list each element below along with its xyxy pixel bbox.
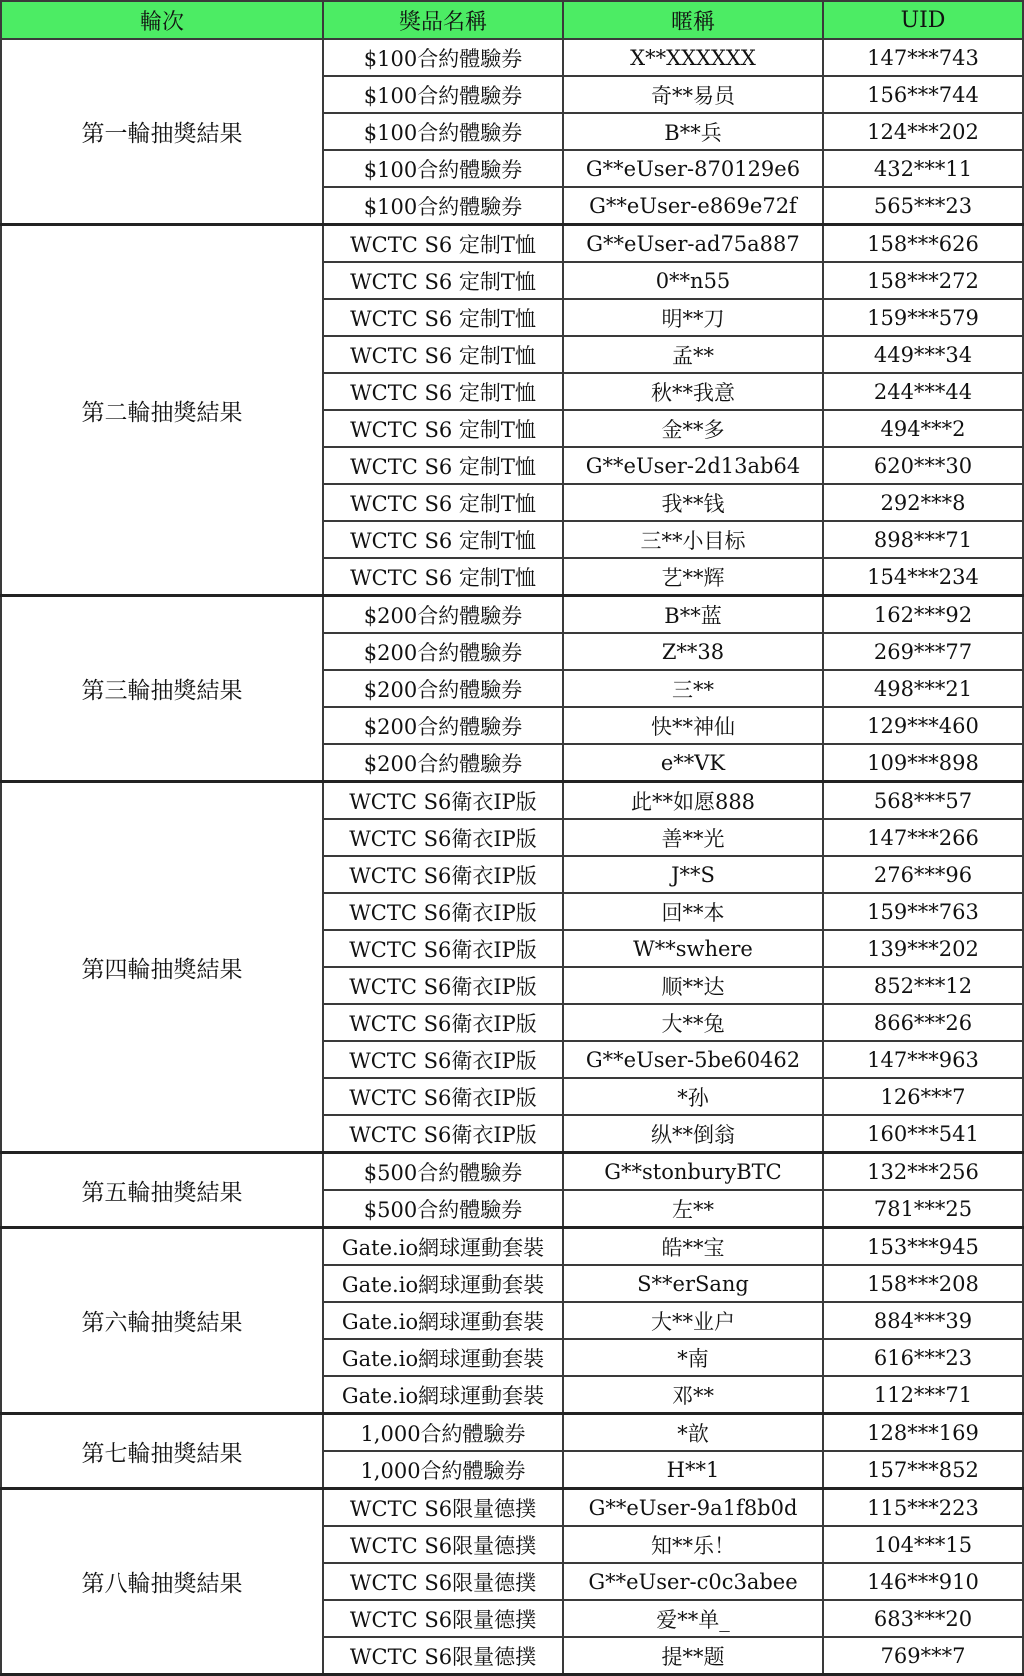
nickname-cell: 三** [563, 670, 823, 707]
round-label: 第五輪抽獎結果 [1, 1153, 323, 1228]
uid-cell: 160***541 [823, 1115, 1023, 1153]
nickname-cell: G**stonburyBTC [563, 1153, 823, 1191]
prize-cell: Gate.io網球運動套裝 [323, 1302, 563, 1339]
prize-cell: WCTC S6 定制T恤 [323, 373, 563, 410]
table-row [1, 1489, 1023, 1527]
uid-cell: 109***898 [823, 744, 1023, 782]
nickname-cell: G**eUser-5be60462 [563, 1041, 823, 1078]
prize-cell: $500合約體驗券 [323, 1190, 563, 1228]
nickname-cell: 知**乐！ [563, 1526, 823, 1563]
uid-cell: 498***21 [823, 670, 1023, 707]
prize-cell: $200合約體驗券 [323, 633, 563, 670]
prize-cell: WCTC S6限量德撲 [323, 1489, 563, 1527]
prize-cell: WCTC S6衛衣IP版 [323, 1115, 563, 1153]
nickname-cell: 此**如愿888 [563, 782, 823, 820]
uid-cell: 126***7 [823, 1078, 1023, 1115]
uid-cell: 269***77 [823, 633, 1023, 670]
nickname-cell: 提**题 [563, 1637, 823, 1675]
table-row [1, 1414, 1023, 1452]
prize-cell: WCTC S6限量德撲 [323, 1600, 563, 1637]
uid-cell: 568***57 [823, 782, 1023, 820]
prize-cell: WCTC S6衛衣IP版 [323, 1078, 563, 1115]
nickname-cell: 三**小目标 [563, 521, 823, 558]
uid-cell: 115***223 [823, 1489, 1023, 1527]
nickname-cell: 快**神仙 [563, 707, 823, 744]
prize-cell: WCTC S6 定制T恤 [323, 225, 563, 263]
nickname-cell: G**eUser-870129e6 [563, 150, 823, 187]
prize-cell: WCTC S6 定制T恤 [323, 410, 563, 447]
round-label: 第六輪抽獎結果 [1, 1228, 323, 1414]
nickname-cell: 金**多 [563, 410, 823, 447]
header-row [1, 1, 1023, 39]
prize-cell: WCTC S6衛衣IP版 [323, 930, 563, 967]
table-row [1, 782, 1023, 820]
uid-cell: 158***272 [823, 262, 1023, 299]
prize-cell: WCTC S6 定制T恤 [323, 521, 563, 558]
round-label: 第三輪抽獎結果 [1, 596, 323, 782]
uid-cell: 292***8 [823, 484, 1023, 521]
nickname-cell: G**eUser-c0c3abee [563, 1563, 823, 1600]
prize-cell: 1,000合約體驗券 [323, 1451, 563, 1489]
header-uid: UID [823, 1, 1023, 39]
prize-cell: WCTC S6衛衣IP版 [323, 1004, 563, 1041]
round-label: 第四輪抽獎結果 [1, 782, 323, 1153]
prize-cell: WCTC S6限量德撲 [323, 1637, 563, 1675]
prize-cell: WCTC S6衛衣IP版 [323, 1041, 563, 1078]
nickname-cell: H**1 [563, 1451, 823, 1489]
nickname-cell: 奇**易员 [563, 76, 823, 113]
nickname-cell: B**兵 [563, 113, 823, 150]
uid-cell: 124***202 [823, 113, 1023, 150]
prize-cell: WCTC S6衛衣IP版 [323, 819, 563, 856]
nickname-cell: W**swhere [563, 930, 823, 967]
uid-cell: 449***34 [823, 336, 1023, 373]
uid-cell: 154***234 [823, 558, 1023, 596]
uid-cell: 884***39 [823, 1302, 1023, 1339]
nickname-cell: 邓** [563, 1376, 823, 1414]
prize-cell: WCTC S6 定制T恤 [323, 447, 563, 484]
uid-cell: 128***169 [823, 1414, 1023, 1452]
nickname-cell: 我**钱 [563, 484, 823, 521]
nickname-cell: 大**兔 [563, 1004, 823, 1041]
prize-cell: WCTC S6 定制T恤 [323, 336, 563, 373]
uid-cell: 244***44 [823, 373, 1023, 410]
nickname-cell: 纵**倒翁 [563, 1115, 823, 1153]
round-label: 第二輪抽獎結果 [1, 225, 323, 596]
prize-cell: $200合約體驗券 [323, 596, 563, 634]
header-nickname: 暱稱 [563, 1, 823, 39]
prize-cell: WCTC S6限量德撲 [323, 1563, 563, 1600]
uid-cell: 158***626 [823, 225, 1023, 263]
uid-cell: 147***963 [823, 1041, 1023, 1078]
nickname-cell: X**XXXXXX [563, 39, 823, 76]
prize-cell: WCTC S6限量德撲 [323, 1526, 563, 1563]
nickname-cell: *孙 [563, 1078, 823, 1115]
uid-cell: 159***763 [823, 893, 1023, 930]
nickname-cell: S**erSang [563, 1265, 823, 1302]
prize-cell: WCTC S6衛衣IP版 [323, 782, 563, 820]
uid-cell: 104***15 [823, 1526, 1023, 1563]
uid-cell: 158***208 [823, 1265, 1023, 1302]
uid-cell: 898***71 [823, 521, 1023, 558]
uid-cell: 159***579 [823, 299, 1023, 336]
prize-cell: Gate.io網球運動套裝 [323, 1376, 563, 1414]
prize-cell: $200合約體驗券 [323, 707, 563, 744]
prize-cell: $100合約體驗券 [323, 76, 563, 113]
prize-cell: WCTC S6 定制T恤 [323, 484, 563, 521]
uid-cell: 781***25 [823, 1190, 1023, 1228]
uid-cell: 432***11 [823, 150, 1023, 187]
nickname-cell: B**蓝 [563, 596, 823, 634]
uid-cell: 146***910 [823, 1563, 1023, 1600]
nickname-cell: 孟** [563, 336, 823, 373]
prize-cell: $200合約體驗券 [323, 744, 563, 782]
uid-cell: 112***71 [823, 1376, 1023, 1414]
round-label: 第八輪抽獎結果 [1, 1489, 323, 1675]
uid-cell: 852***12 [823, 967, 1023, 1004]
prize-cell: WCTC S6衛衣IP版 [323, 893, 563, 930]
round-label: 第七輪抽獎結果 [1, 1414, 323, 1489]
header-round: 輪次 [1, 1, 323, 39]
uid-cell: 162***92 [823, 596, 1023, 634]
nickname-cell: 爱**单_ [563, 1600, 823, 1637]
nickname-cell: 大**业户 [563, 1302, 823, 1339]
prize-cell: $500合約體驗券 [323, 1153, 563, 1191]
nickname-cell: 艺**辉 [563, 558, 823, 596]
prize-cell: WCTC S6衛衣IP版 [323, 967, 563, 1004]
table-row [1, 1153, 1023, 1191]
uid-cell: 147***266 [823, 819, 1023, 856]
prize-cell: WCTC S6 定制T恤 [323, 299, 563, 336]
prize-cell: WCTC S6 定制T恤 [323, 558, 563, 596]
nickname-cell: 左** [563, 1190, 823, 1228]
nickname-cell: 明**刀 [563, 299, 823, 336]
nickname-cell: G**eUser-2d13ab64 [563, 447, 823, 484]
uid-cell: 620***30 [823, 447, 1023, 484]
nickname-cell: 回**本 [563, 893, 823, 930]
prize-cell: Gate.io網球運動套裝 [323, 1339, 563, 1376]
nickname-cell: *南 [563, 1339, 823, 1376]
uid-cell: 866***26 [823, 1004, 1023, 1041]
uid-cell: 132***256 [823, 1153, 1023, 1191]
prize-cell: $100合約體驗券 [323, 113, 563, 150]
uid-cell: 129***460 [823, 707, 1023, 744]
uid-cell: 276***96 [823, 856, 1023, 893]
round-label: 第一輪抽獎結果 [1, 39, 323, 225]
uid-cell: 156***744 [823, 76, 1023, 113]
prize-cell: Gate.io網球運動套裝 [323, 1228, 563, 1266]
nickname-cell: *歆 [563, 1414, 823, 1452]
nickname-cell: 皓**宝 [563, 1228, 823, 1266]
uid-cell: 139***202 [823, 930, 1023, 967]
nickname-cell: 0**n55 [563, 262, 823, 299]
nickname-cell: J**S [563, 856, 823, 893]
uid-cell: 153***945 [823, 1228, 1023, 1266]
uid-cell: 494***2 [823, 410, 1023, 447]
nickname-cell: G**eUser-e869e72f [563, 187, 823, 225]
prize-cell: $100合約體驗券 [323, 39, 563, 76]
table-row [1, 596, 1023, 634]
results-body [1, 39, 1023, 1675]
prize-cell: WCTC S6 定制T恤 [323, 262, 563, 299]
uid-cell: 616***23 [823, 1339, 1023, 1376]
prize-cell: Gate.io網球運動套裝 [323, 1265, 563, 1302]
uid-cell: 147***743 [823, 39, 1023, 76]
nickname-cell: e**VK [563, 744, 823, 782]
nickname-cell: Z**38 [563, 633, 823, 670]
prize-cell: WCTC S6衛衣IP版 [323, 856, 563, 893]
table-row [1, 39, 1023, 76]
nickname-cell: 善**光 [563, 819, 823, 856]
uid-cell: 769***7 [823, 1637, 1023, 1675]
uid-cell: 683***20 [823, 1600, 1023, 1637]
table-row [1, 225, 1023, 263]
prize-cell: $200合約體驗券 [323, 670, 563, 707]
nickname-cell: G**eUser-9a1f8b0d [563, 1489, 823, 1527]
prize-cell: 1,000合約體驗券 [323, 1414, 563, 1452]
nickname-cell: 顺**达 [563, 967, 823, 1004]
header-prize: 獎品名稱 [323, 1, 563, 39]
table-row [1, 1228, 1023, 1266]
nickname-cell: 秋**我意 [563, 373, 823, 410]
prize-cell: $100合約體驗券 [323, 150, 563, 187]
nickname-cell: G**eUser-ad75a887 [563, 225, 823, 263]
uid-cell: 565***23 [823, 187, 1023, 225]
uid-cell: 157***852 [823, 1451, 1023, 1489]
prize-cell: $100合約體驗券 [323, 187, 563, 225]
